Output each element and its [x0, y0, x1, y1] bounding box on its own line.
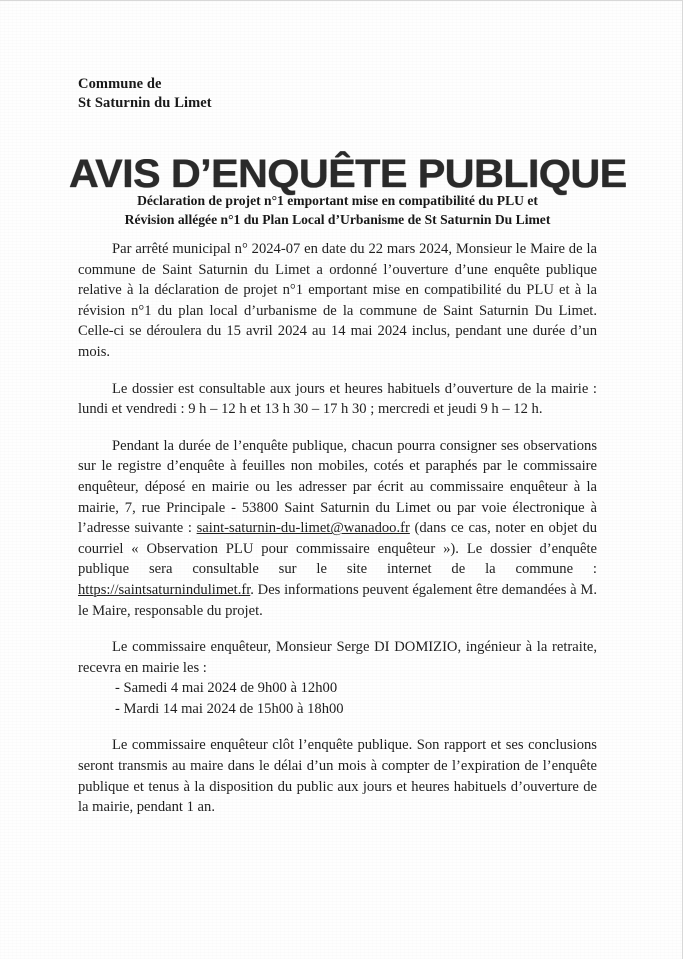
- email-link[interactable]: saint-saturnin-du-limet@wanadoo.fr: [196, 520, 410, 537]
- commune-header: [78, 75, 212, 113]
- paragraph-commissaire-permanences: Le commissaire enquêteur, Monsieur Serge DI DOMIZIO, ingénieur à la retraite, recevra en mairie les :: [78, 639, 597, 676]
- paragraph-dossier-horaires: Le dossier est consultable aux jours et heures habituels d’ouverture de la mairie : lundi et vendredi : 9 h – 12 h et 13 h 30 – 17 h 30 ; mercredi et jeudi 9 h – 12 h.: [78, 380, 597, 418]
- subtitle-line-2: Révision allégée n°1 du Plan Local d’Urbanisme de St Saturnin Du Limet: [124, 212, 551, 227]
- website-link[interactable]: https://saintsaturnindulimet.fr: [78, 581, 251, 598]
- paragraph-arrete: Par arrêté municipal n° 2024-07 en date du 22 mars 2024, Monsieur le Maire de la commune de Saint Saturnin du Limet a ordonné l’ouverture d’une enquête publique relative à la déclaration de projet n°1 emportant mise en compatibilité du PLU et à la révision n°1 du plan local d’urbanisme de la commune de Saint Saturnin Du Limet. Celle-ci se déroulera du 15 avril 2024 au 14 mai 2024 inclus, pendant une durée d’un mois.: [78, 241, 597, 360]
- list-item: - Samedi 4 mai 2024 de 9h00 à 12h00: [115, 680, 338, 697]
- observations-text-after-website: . Des informations peuvent également être demandées à M. le Maire, responsable du projet.: [78, 581, 597, 619]
- document-subtitle: [78, 191, 597, 229]
- observations-text-between-links: (dans ce cas, noter en objet du courriel « Observation PLU pour commissaire enquêteur »). Le dossier d’enquête publique sera consultable sur le site internet de la commune :: [78, 520, 598, 578]
- observations-text-before-email: Pendant la durée de l’enquête publique, chacun pourra consigner ses observations sur le registre d’enquête à feuilles non mobiles, cotés et paraphés par le commissaire enquêteur, déposé en mairie ou les adresser par écrit au commissaire enquêteur à la mairie, 7, rue Principale - 53800 Saint Saturnin du Limet ou par voie électronique à l’adresse suivante :: [78, 437, 597, 537]
- commune-name: St Saturnin du Limet: [78, 95, 212, 111]
- commune-label: Commune de: [78, 76, 162, 92]
- subtitle-line-1: Déclaration de projet n°1 emportant mise en compatibilité du PLU et: [137, 193, 538, 208]
- list-item: - Mardi 14 mai 2024 de 15h00 à 18h00: [115, 700, 344, 717]
- document-body: [78, 239, 597, 818]
- paragraph-observations: [78, 436, 597, 621]
- page-title: AVIS D’ENQUÊTE PUBLIQUE: [68, 151, 627, 196]
- permanences-list: [78, 678, 597, 719]
- paragraph-cloture-rapport: Le commissaire enquêteur clôt l’enquête publique. Son rapport et ses conclusions seront transmis au maire dans le délai d’un mois à compter de l’expiration de l’enquête publique et tenus à la disposition du public aux jours et heures habituels d’ouverture de la mairie, pendant 1 an.: [78, 737, 597, 816]
